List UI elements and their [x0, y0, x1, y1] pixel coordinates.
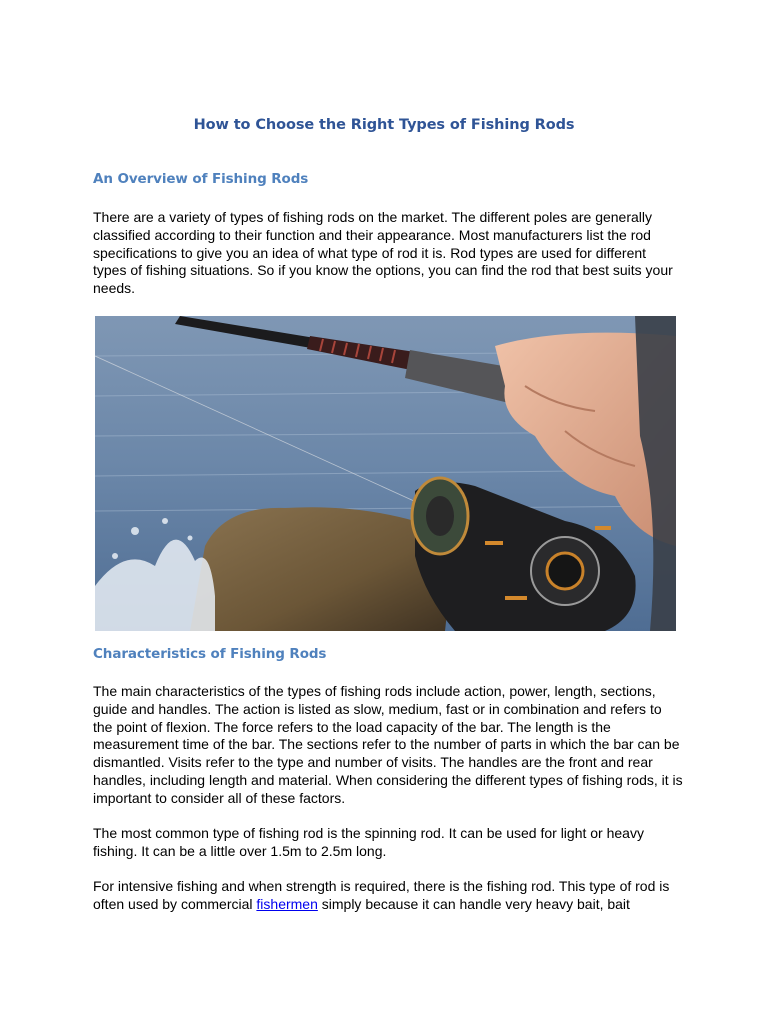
characteristics-paragraph: The main characteristics of the types of fishing rods include action, power, length, sections, guide and handles. The action is listed as slow, medium, fast or in combination and refers to the point of flexion. The force refers to the load capacity of the bar. The length is the measurement time of the bar. The sections refer to the number of parts in which the bar can be dismantled. Visits refer to the type and number of visits. The handles are the front and rear handles, including length and material. When considering the different types of fishing rods, it is important to consider all of these factors. [93, 683, 683, 806]
section-heading-characteristics: Characteristics of Fishing Rods [93, 646, 327, 662]
overview-paragraph: There are a variety of types of fishing rods on the market. The different poles are generally classified according to their function and their appearance. Most manufacturers list the rod specifications to give you an idea of what type of rod it is. Rod types are used for different types of fishing situations. So if you know the options, you can find the rod that best suits your needs. [93, 209, 673, 297]
fishing-rod-photo [95, 316, 676, 631]
paragraph-text-after-link: simply because it can handle very heavy bait, bait [317, 895, 630, 912]
fishing-rod-paragraph [93, 878, 683, 914]
section-heading-overview: An Overview of Fishing Rods [93, 171, 309, 187]
paragraph-text-before-link: For intensive fishing and when strength is required, there is the fishing rod. This type of rod is often used by commercial [93, 878, 670, 912]
spinning-rod-paragraph: The most common type of fishing rod is the spinning rod. It can be used for light or heavy fishing. It can be a little over 1.5m to 2.5m long. [93, 825, 644, 859]
fishermen-link[interactable]: fishermen [256, 895, 318, 912]
page-title: How to Choose the Right Types of Fishing Rods [193, 117, 575, 133]
